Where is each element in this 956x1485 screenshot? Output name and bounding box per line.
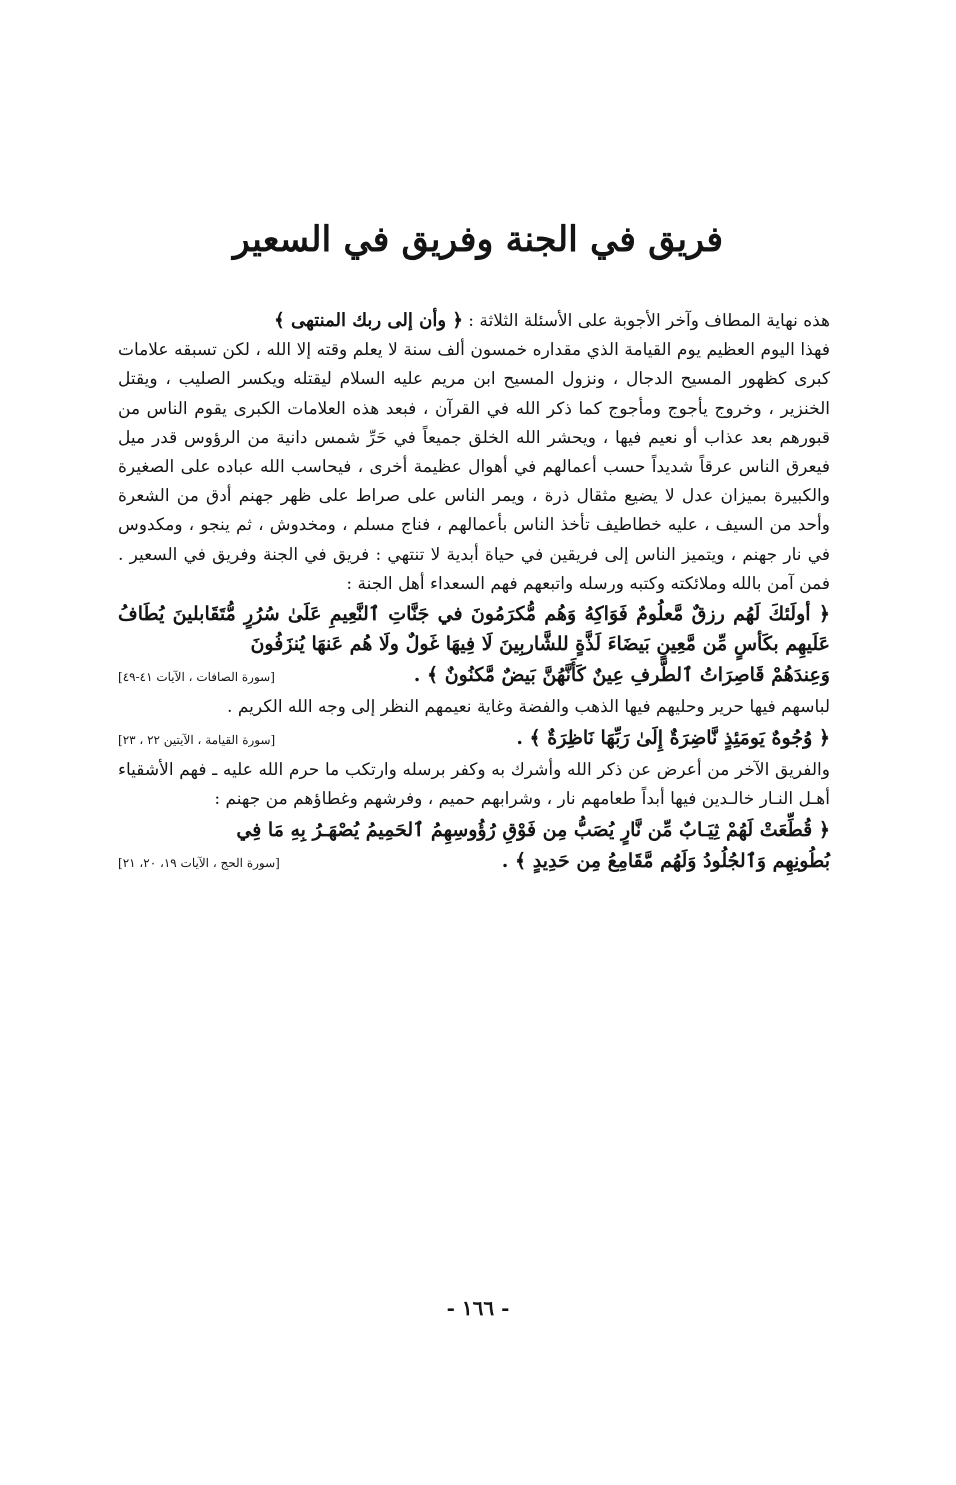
verse-paradise-closing: وَعِندَهُمْ قَاصِرَاتُ ٱلطَّرفِ عِينٌ كَأَنَّهُنَّ بَيضٌ مَّكنُونٌ ﴾ . — [413, 664, 830, 687]
verse-paradise-reference: [سورة الصافات ، الآيات ٤١-٤٩] — [118, 670, 275, 685]
body-text — [118, 306, 830, 879]
verse-fire-text: ﴿ قُطِّعَتْ لَهُمْ ثِيَـابٌ مِّن نَّارٍ يُصَبُّ مِن فَوْقِ رُؤُوسِهِمُ ٱلحَمِيمُ يُصْهَـرُ بِهِ مَا فِي — [236, 818, 830, 841]
paragraph-other-group: والفريق الآخر من أعرض عن ذكر الله وأشرك به وكفر برسله وارتكب ما حرم الله عليه ـ فهم الأشقياء أهـل النـار خالـدين فيها أبداً طعامهم نار ، وشرابهم حميم ، وفرشهم وغطاؤهم من جهنم : — [118, 760, 830, 810]
intro-text: هذه نهاية المطاف وآخر الأجوبة على الأسئلة الثلاثة : — [462, 311, 830, 331]
paragraph-clothing: لباسهم فيها حرير وحليهم فيها الذهب والفضة وغاية نعيمهم النظر إلى وجه الله الكريم . — [227, 697, 830, 718]
verse-fire-last-line — [118, 845, 830, 879]
page-number: - ١٦٦ - — [446, 1296, 510, 1320]
verse-faces-reference: [سورة القيامة ، الآيتين ٢٢ ، ٢٣] — [118, 733, 276, 748]
verse-paradise-text: ﴿ أولَئكَ لَهُم رزقٌ مَّعلُومٌ فَوَاكِهُ وَهُم مُّكرَمُونَ في جَنَّاتِ ٱلنَّعِيمِ عَلَىٰ سُرُرٍ مُّتَقَابلينَ يُطَافُ عَلَيهِم بكَأسٍ مِّن مَّعِينٍ بَيضَاءَ لَذَّةٍ للشَّاربِينَ لَا فِيهَا غَولٌ ولَا هُم عَنهَا يُنزَفُونَ — [118, 603, 830, 656]
verse-block-paradise — [118, 599, 830, 693]
page-title: فريق في الجنة وفريق في السعير — [232, 219, 724, 260]
verse-block-fire — [118, 815, 830, 879]
paragraph-day-of-judgment: فهذا اليوم العظيم يوم القيامة الذي مقداره خمسون ألف سنة لا يعلم وقته إلا الله ، لكن تسبقه علامات كبرى كظهور المسيح الدجال ، ونزول المسيح ابن مريم عليه السلام ليقتله ويكسر الصليب ، ويقتل الخنزير ، وخروج يأجوج ومأجوج كما ذكر الله في القرآن ، فبعد هذه العلامات الكبرى يقوم الناس من قبورهم بعد عذاب أو نعيم فيها ، ويحشر الله الخلق جميعاً في حَرِّ شمس دانية من الرؤوس قدر ميل فيعرق الناس عرقاً شديداً حسب أعمالهم في أهوال عظيمة أخرى ، فيحاسب الله عباده على الصغيرة والكبيرة بميزان عدل لا يضيع مثقال ذرة ، ويمر الناس على صراط على ظهر جهنم أدق من الشعرة وأحد من السيف ، عليه خطاطيف تأخذ الناس بأعمالهم ، فناج مسلم ، ومخدوش ، ثم ينجو ، ومكدوس في نار جهنم ، ويتميز الناس إلى فريقين في حياة أبدية لا تنتهي : فريق في الجنة وفريق في السعير . فمن آمن بالله وملائكته وكتبه ورسله واتبعهم فهم السعداء أهل الجنة : — [118, 340, 830, 594]
verse-faces — [118, 722, 830, 756]
intro-verse: ﴿ وأن إلى ربك المنتهى ﴾ — [274, 310, 463, 331]
verse-paradise-last-line — [118, 659, 830, 693]
verse-fire-closing: بُطُونِهِم وَٱلجُلُودُ وَلَهُم مَّقَامِعُ مِن حَدِيدٍ ﴾ . — [501, 849, 830, 872]
intro-paragraph — [118, 306, 830, 336]
verse-fire-reference: [سورة الحج ، الآيات ١٩، ٢٠، ٢١] — [118, 855, 280, 870]
verse-faces-text: ﴿ وُجُوهٌ يَومَئِذٍ نَّاضِرَةٌ إِلَىٰ رَبِّهَا نَاظِرَةٌ ﴾ . — [516, 727, 830, 750]
